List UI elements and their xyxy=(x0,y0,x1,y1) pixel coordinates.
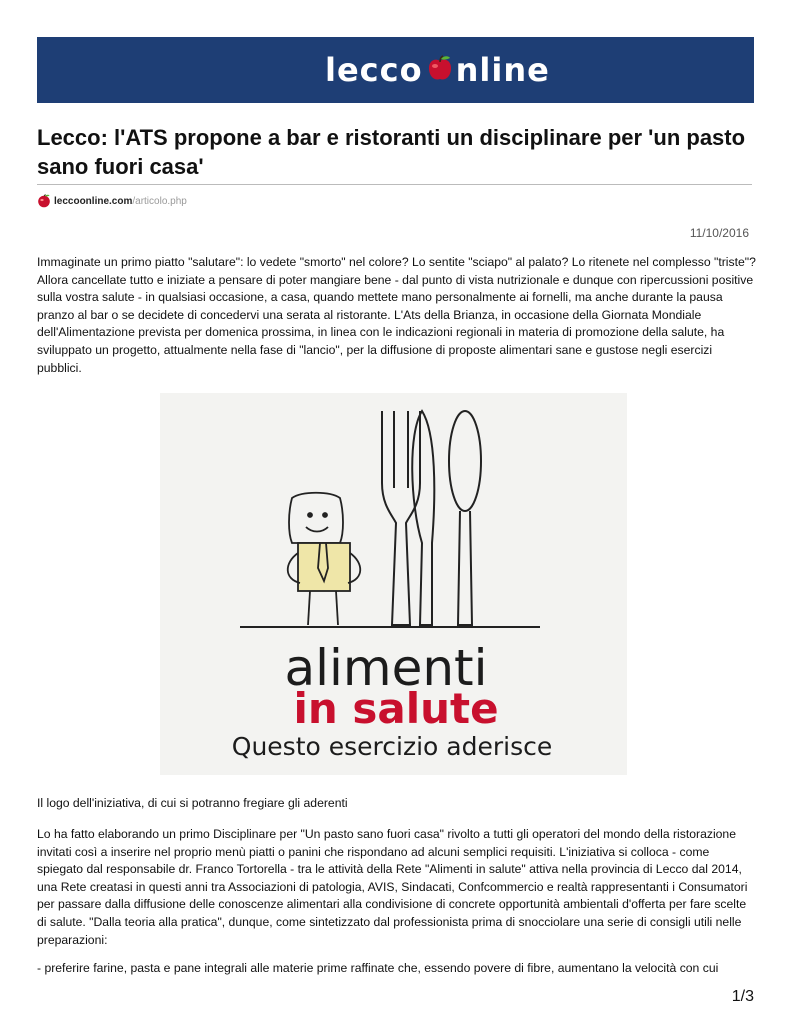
logo-tagline: Questo esercizio aderisce xyxy=(231,732,553,761)
article-title: Lecco: l'ATS propone a bar e ristoranti un disciplinare per 'un pasto sano fuori casa' xyxy=(37,125,746,179)
page-number: 1/3 xyxy=(731,988,754,1005)
source-domain: leccoonline.com xyxy=(54,195,133,207)
logo-text-left: lecco xyxy=(325,51,423,89)
article-paragraph: Immaginate un primo piatto "salutare": lo vedete "smorto" nel colore? Lo sentite "sciapo" al palato? Lo ritenete nel complesso "triste"? Allora cancellate tutto e iniziate a pensare di poter mangiare bene - dal punto di vista nutrizionale e dunque con ripercussioni positive sulla vostra salute - in qualsiasi occasione, a casa, quando mettete mano personalmente ai fornelli, ma anche durante la pausa pranzo al bar o se decidete di concedervi una serata al ristorante. L'Ats della Brianza, in occasione della Giornata Mondiale dell'Alimentazione prevista per domenica prossima, in linea con le indicazioni regionali in materia di promozione della salute, ha sviluppato un progetto, attualmente nella fase di "lancio", per la diffusione di proposte alimentari sane e gustose negli esercizi pubblici. xyxy=(37,255,756,375)
logo-word-in-salute: in salute xyxy=(293,684,499,733)
title-divider xyxy=(37,184,752,185)
article-paragraph: - preferire farine, pasta e pane integrali alle materie prime raffinate che, essendo povere di fibre, aumentano la velocità con cui xyxy=(37,961,719,975)
site-header-banner xyxy=(37,37,754,103)
site-logo[interactable] xyxy=(325,50,550,90)
logo-text-right: nline xyxy=(455,51,550,89)
article-date: 11/10/2016 xyxy=(689,226,749,240)
apple-icon xyxy=(425,54,455,84)
site-favicon-icon xyxy=(37,194,51,208)
source-link[interactable] xyxy=(37,194,187,208)
image-caption: Il logo dell'iniziativa, di cui si potranno fregiare gli aderenti xyxy=(37,796,348,810)
article-image xyxy=(160,393,627,775)
article-paragraph: Lo ha fatto elaborando un primo Disciplinare per "Un pasto sano fuori casa" rivolto a tutti gli operatori del mondo della ristorazione invitati così a inserire nel proprio menù piatti o panini che rispondano ad alcuni semplici requisiti. L'iniziativa si colloca - come spiegato dal responsabile dr. Franco Tortorella - tra le attività della Rete "Alimenti in salute" attiva nella provincia di Lecco dal 2014, una Rete creatasi in questi anni tra Associazioni di patologia, AVIS, Sindacati, Confcommercio e realtà rappresentanti i Consumatori per passare dalla diffusione delle conoscenze alimentari alla condivisione di concrete opportunità ambientali d'offerta per fare scelte di salute. "Dalla teoria alla pratica", dunque, come sintetizzato dal professionista prima di snocciolare una serie di consigli utili nelle preparazioni: xyxy=(37,827,748,947)
source-path: /articolo.php xyxy=(132,195,187,207)
logo-word-alimenti: alimenti xyxy=(284,639,488,697)
